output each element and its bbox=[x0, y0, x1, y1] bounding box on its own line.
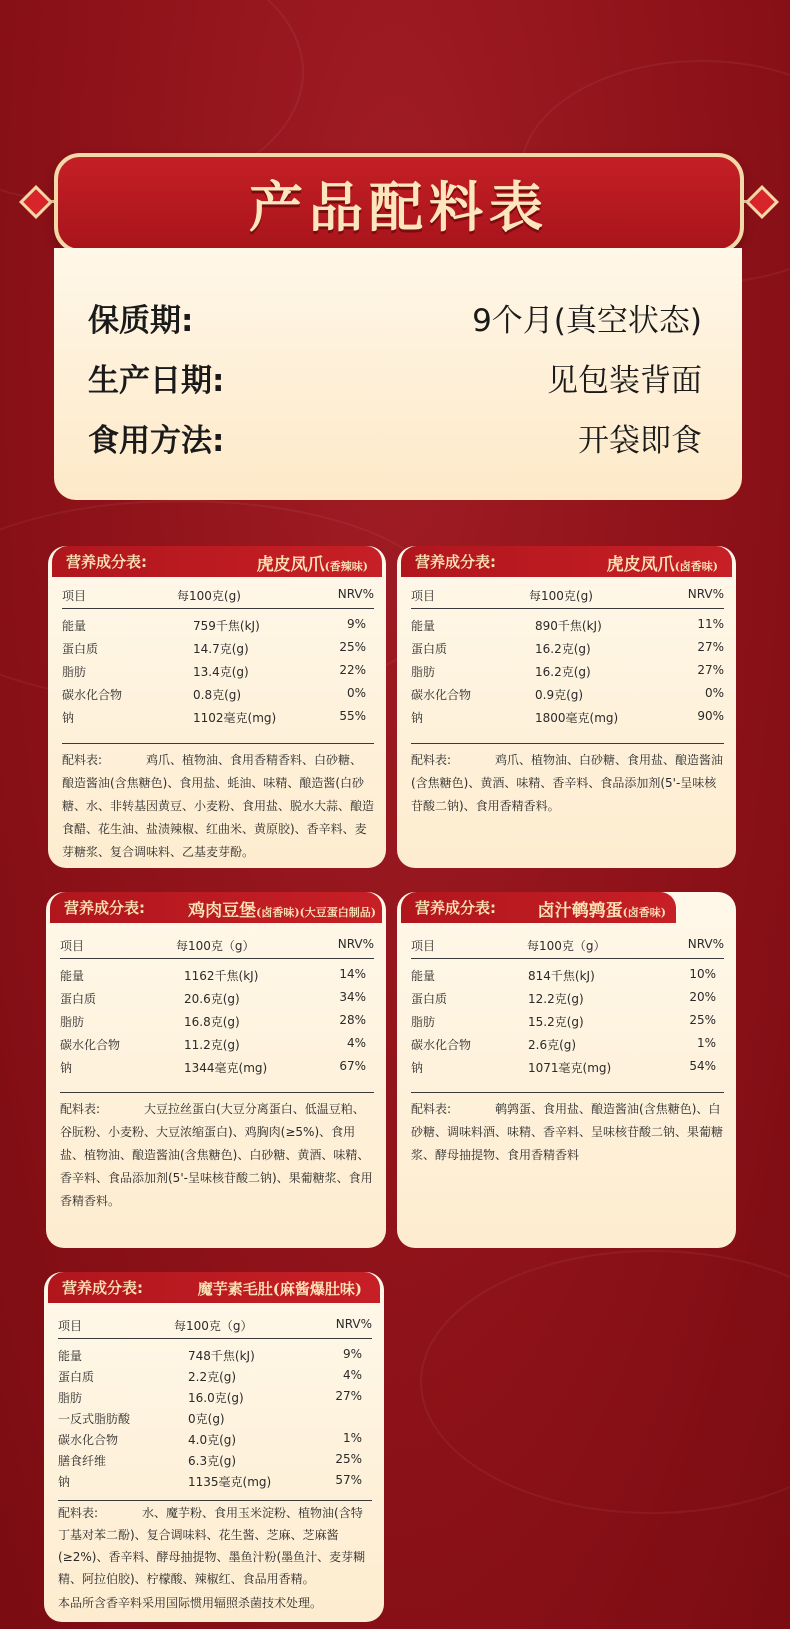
ingredients-text bbox=[411, 749, 724, 818]
cell-nrv: 4% bbox=[346, 1036, 366, 1050]
title-banner bbox=[54, 153, 744, 253]
table-row bbox=[58, 1431, 372, 1449]
cell-item: 脂肪 bbox=[62, 665, 87, 679]
cell-nrv: 25% bbox=[339, 640, 366, 654]
table-row bbox=[62, 617, 374, 635]
table-header-row bbox=[411, 587, 724, 605]
cell-item: 脂肪 bbox=[58, 1391, 83, 1405]
card-header-label: 营养成分表: bbox=[415, 553, 496, 571]
cell-value: 12.2克(g) bbox=[528, 992, 584, 1006]
card-product-name bbox=[198, 1278, 362, 1299]
cell-value: 6.3克(g) bbox=[188, 1454, 237, 1468]
ingredients-list: 大豆拉丝蛋白(大豆分离蛋白、低温豆粕、谷朊粉、小麦粉、大豆浓缩蛋白)、鸡胸肉(≥5%)、食用盐、植物油、酿造酱油(含焦糖色)、白砂糖、黄酒、味精、香辛料、食品添加剂(5'-呈味核苷酸二钠)、果葡糖浆、食用香精香料。 bbox=[60, 1102, 373, 1208]
col-header: 每100克（g） bbox=[174, 1319, 253, 1333]
ingredients-label: 配料表: bbox=[58, 1506, 99, 1520]
cell-value: 759千焦(kJ) bbox=[193, 619, 260, 633]
cell-value: 1800毫克(mg) bbox=[535, 711, 619, 725]
card-header bbox=[50, 892, 382, 923]
cell-nrv: 0% bbox=[346, 686, 366, 700]
cell-item: 能量 bbox=[411, 619, 436, 633]
table-row bbox=[411, 686, 724, 704]
cell-nrv: 27% bbox=[697, 640, 724, 654]
cell-value: 13.4克(g) bbox=[193, 665, 249, 679]
cell-nrv: 54% bbox=[689, 1059, 716, 1073]
col-header: 每100克(g) bbox=[529, 589, 593, 603]
ingredients-label: 配料表: bbox=[62, 753, 103, 767]
table-header-row bbox=[411, 937, 724, 955]
col-header: 每100克（g） bbox=[176, 939, 255, 953]
cell-value: 814千焦(kJ) bbox=[528, 969, 595, 983]
table-rule bbox=[411, 958, 724, 959]
cell-nrv: 27% bbox=[335, 1389, 362, 1403]
table-row bbox=[58, 1389, 372, 1407]
card-header-label: 营养成分表: bbox=[62, 1279, 143, 1297]
product-flavor: (香辣味) bbox=[324, 560, 368, 573]
cell-nrv: 55% bbox=[339, 709, 366, 723]
product-name: 虎皮凤爪 bbox=[256, 555, 325, 575]
cell-nrv: 28% bbox=[339, 1013, 366, 1027]
col-header: 项目 bbox=[60, 939, 85, 953]
product-name: 魔芋素毛肚(麻酱爆肚味) bbox=[197, 1280, 362, 1298]
cell-value: 2.6克(g) bbox=[528, 1038, 577, 1052]
table-row bbox=[58, 1410, 372, 1428]
cell-value: 0.8克(g) bbox=[193, 688, 242, 702]
cell-value: 748千焦(kJ) bbox=[188, 1349, 255, 1363]
card-header bbox=[48, 1272, 380, 1303]
card-product-name bbox=[607, 550, 718, 575]
table-header-row bbox=[58, 1317, 372, 1335]
cell-item: 蛋白质 bbox=[411, 642, 448, 656]
cell-nrv: 20% bbox=[689, 990, 716, 1004]
cell-value: 20.6克(g) bbox=[184, 992, 240, 1006]
table-row bbox=[58, 1347, 372, 1365]
cell-item: 碳水化合物 bbox=[411, 1038, 472, 1052]
ingredients-text bbox=[411, 1098, 724, 1167]
cell-value: 2.2克(g) bbox=[188, 1370, 237, 1384]
table-row bbox=[411, 640, 724, 658]
cell-value: 16.2克(g) bbox=[535, 642, 591, 656]
table-row bbox=[62, 663, 374, 681]
ingredients-text bbox=[60, 1098, 374, 1213]
card-product-name bbox=[188, 896, 376, 921]
cell-value: 890千焦(kJ) bbox=[535, 619, 602, 633]
cell-nrv: 14% bbox=[339, 967, 366, 981]
table-row bbox=[58, 1473, 372, 1491]
cell-item: 钠 bbox=[62, 711, 75, 725]
product-flavor: (卤香味) bbox=[674, 560, 718, 573]
cell-value: 14.7克(g) bbox=[193, 642, 249, 656]
info-row-production-date bbox=[88, 352, 702, 402]
nutrition-card-tiger-skin-chicken-feet-braised bbox=[397, 546, 736, 868]
product-name: 虎皮凤爪 bbox=[606, 555, 675, 575]
table-rule bbox=[411, 1092, 724, 1093]
col-header: NRV% bbox=[687, 937, 724, 951]
cell-value: 0.9克(g) bbox=[535, 688, 584, 702]
table-row bbox=[58, 1452, 372, 1470]
card-header bbox=[401, 546, 732, 577]
cell-item: 碳水化合物 bbox=[58, 1433, 119, 1447]
info-label: 食用方法: bbox=[88, 422, 225, 459]
cell-item: 能量 bbox=[411, 969, 436, 983]
cell-nrv: 9% bbox=[342, 1347, 362, 1361]
cell-item: 蛋白质 bbox=[62, 642, 99, 656]
product-info-panel bbox=[54, 248, 742, 500]
card-header bbox=[52, 546, 382, 577]
col-header: 项目 bbox=[62, 589, 87, 603]
table-rule bbox=[62, 743, 374, 744]
cell-item: 能量 bbox=[62, 619, 87, 633]
col-header: 每100克(g) bbox=[177, 589, 241, 603]
cell-nrv: 34% bbox=[339, 990, 366, 1004]
cell-value: 1162千焦(kJ) bbox=[184, 969, 259, 983]
cell-item: 碳水化合物 bbox=[62, 688, 123, 702]
table-row bbox=[58, 1368, 372, 1386]
cell-item: 能量 bbox=[58, 1349, 83, 1363]
cell-nrv: 90% bbox=[697, 709, 724, 723]
col-header: NRV% bbox=[337, 937, 374, 951]
cell-nrv: 25% bbox=[335, 1452, 362, 1466]
cell-item: 碳水化合物 bbox=[411, 688, 472, 702]
page-title: 产品配料表 bbox=[249, 174, 549, 239]
ingredients-label: 配料表: bbox=[411, 1102, 452, 1116]
table-header-row bbox=[60, 937, 374, 955]
table-row bbox=[62, 686, 374, 704]
cell-item: 蛋白质 bbox=[60, 992, 97, 1006]
nutrition-card-tiger-skin-chicken-feet-spicy bbox=[48, 546, 386, 868]
table-row bbox=[411, 967, 724, 985]
card-header-label: 营养成分表: bbox=[415, 899, 496, 917]
background-swirl bbox=[420, 1250, 790, 1514]
cell-value: 1344毫克(mg) bbox=[184, 1061, 268, 1075]
nutrition-table bbox=[411, 587, 724, 727]
card-header-label: 营养成分表: bbox=[66, 553, 147, 571]
cell-item: 蛋白质 bbox=[58, 1370, 95, 1384]
cell-nrv: 57% bbox=[335, 1473, 362, 1487]
cell-nrv: 22% bbox=[339, 663, 366, 677]
info-label: 保质期: bbox=[88, 302, 194, 339]
nutrition-card-konjac-tripe bbox=[44, 1272, 384, 1622]
table-header-row bbox=[62, 587, 374, 605]
ingredients-text bbox=[58, 1502, 372, 1590]
ingredients-list: 鸡爪、植物油、白砂糖、食用盐、酿造酱油(含焦糖色)、黄酒、味精、香辛料、食品添加剂(5'-呈味核苷酸二钠)、食用香精香料。 bbox=[411, 753, 724, 813]
table-row bbox=[60, 967, 374, 985]
cell-value: 16.0克(g) bbox=[188, 1391, 244, 1405]
cell-nrv: 67% bbox=[339, 1059, 366, 1073]
cell-item: 钠 bbox=[411, 711, 424, 725]
product-flavor: (卤香味)(大豆蛋白制品) bbox=[256, 906, 376, 919]
cell-nrv: 4% bbox=[342, 1368, 362, 1382]
table-row bbox=[411, 709, 724, 727]
cell-item: 蛋白质 bbox=[411, 992, 448, 1006]
cell-nrv: 1% bbox=[342, 1431, 362, 1445]
nutrition-table bbox=[58, 1317, 372, 1502]
ingredients-label: 配料表: bbox=[411, 753, 452, 767]
cell-value: 0克(g) bbox=[188, 1412, 225, 1426]
cell-nrv: 9% bbox=[346, 617, 366, 631]
cell-nrv: 10% bbox=[689, 967, 716, 981]
card-header-label: 营养成分表: bbox=[64, 899, 145, 917]
table-rule bbox=[62, 608, 374, 609]
info-label: 生产日期: bbox=[88, 362, 225, 399]
table-rule bbox=[411, 608, 724, 609]
table-row bbox=[411, 1059, 724, 1077]
col-header: 每100克（g） bbox=[527, 939, 606, 953]
col-header: NRV% bbox=[337, 587, 374, 601]
cell-value: 16.2克(g) bbox=[535, 665, 591, 679]
table-rule bbox=[60, 1092, 374, 1093]
nutrition-table bbox=[62, 587, 374, 727]
cell-item: 脂肪 bbox=[411, 1015, 436, 1029]
cell-value: 1102毫克(mg) bbox=[193, 711, 277, 725]
cell-value: 1135毫克(mg) bbox=[188, 1475, 272, 1489]
table-row bbox=[60, 1013, 374, 1031]
table-row bbox=[60, 1036, 374, 1054]
cell-item: 钠 bbox=[411, 1061, 424, 1075]
col-header: 项目 bbox=[411, 939, 436, 953]
col-header: NRV% bbox=[687, 587, 724, 601]
col-header: 项目 bbox=[411, 589, 436, 603]
cell-item: 钠 bbox=[60, 1061, 73, 1075]
card-product-name bbox=[257, 550, 368, 575]
ingredients-text bbox=[62, 749, 374, 864]
table-rule bbox=[58, 1338, 372, 1339]
cell-item: 一反式脂肪酸 bbox=[58, 1412, 131, 1426]
cell-nrv: 11% bbox=[697, 617, 724, 631]
col-header: 项目 bbox=[58, 1319, 83, 1333]
info-row-usage bbox=[88, 412, 702, 462]
cell-value: 4.0克(g) bbox=[188, 1433, 237, 1447]
card-product-name bbox=[538, 896, 666, 921]
nutrition-table bbox=[411, 937, 724, 1077]
cell-item: 钠 bbox=[58, 1475, 71, 1489]
cell-value: 15.2克(g) bbox=[528, 1015, 584, 1029]
cell-item: 脂肪 bbox=[60, 1015, 85, 1029]
info-value: 9个月(真空状态) bbox=[472, 302, 702, 339]
cell-item: 碳水化合物 bbox=[60, 1038, 121, 1052]
nutrition-card-chicken-soy-burger bbox=[46, 892, 386, 1248]
ingredients-list: 水、魔芋粉、食用玉米淀粉、植物油(含特丁基对苯二酚)、复合调味料、花生酱、芝麻、芝麻酱(≥2%)、香辛料、酵母抽提物、墨鱼汁粉(墨鱼汁、麦芽糊精、阿拉伯胶)、柠檬酸、辣椒红、食品用香精。 bbox=[58, 1506, 366, 1586]
table-row bbox=[411, 663, 724, 681]
irradiation-note: 本品所含香辛料采用国际惯用辐照杀菌技术处理。 bbox=[58, 1596, 323, 1610]
table-row bbox=[60, 990, 374, 1008]
table-row bbox=[60, 1059, 374, 1077]
info-value: 开袋即食 bbox=[578, 422, 702, 459]
cell-item: 能量 bbox=[60, 969, 85, 983]
table-row bbox=[411, 990, 724, 1008]
cell-value: 1071毫克(mg) bbox=[528, 1061, 612, 1075]
cell-item: 脂肪 bbox=[411, 665, 436, 679]
table-rule bbox=[58, 1500, 372, 1501]
ingredients-label: 配料表: bbox=[60, 1102, 101, 1116]
product-name: 鸡肉豆堡 bbox=[188, 901, 257, 921]
cell-nrv: 27% bbox=[697, 663, 724, 677]
card-header bbox=[401, 892, 676, 923]
table-rule bbox=[411, 743, 724, 744]
cell-item: 膳食纤维 bbox=[58, 1454, 107, 1468]
table-row bbox=[62, 640, 374, 658]
nutrition-card-braised-quail-eggs bbox=[397, 892, 736, 1248]
ingredients-list: 鹌鹑蛋、食用盐、酿造酱油(含焦糖色)、白砂糖、调味料酒、味精、香辛料、呈味核苷酸二钠、果葡糖浆、酵母抽提物、食用香精香料 bbox=[411, 1102, 724, 1162]
table-row bbox=[411, 1013, 724, 1031]
cell-nrv: 0% bbox=[704, 686, 724, 700]
table-row bbox=[411, 1036, 724, 1054]
product-name: 卤汁鹌鹑蛋 bbox=[537, 901, 623, 921]
info-value: 见包装背面 bbox=[547, 362, 702, 399]
nutrition-table bbox=[60, 937, 374, 1077]
table-row bbox=[62, 709, 374, 727]
cell-nrv: 25% bbox=[689, 1013, 716, 1027]
table-rule bbox=[60, 958, 374, 959]
info-row-shelf-life bbox=[88, 292, 702, 342]
product-flavor: (卤香味) bbox=[622, 906, 666, 919]
table-row bbox=[411, 617, 724, 635]
cell-value: 11.2克(g) bbox=[184, 1038, 240, 1052]
cell-nrv: 1% bbox=[696, 1036, 716, 1050]
cell-value: 16.8克(g) bbox=[184, 1015, 240, 1029]
col-header: NRV% bbox=[335, 1317, 372, 1331]
ingredients-list: 鸡爪、植物油、食用香精香料、白砂糖、酿造酱油(含焦糖色)、食用盐、蚝油、味精、酿造酱(白砂糖、水、非转基因黄豆、小麦粉、食用盐、脱水大蒜、酿造食醋、花生油、盐渍辣椒、红曲米、黄原胶)、香辛料、麦芽糖浆、复合调味料、乙基麦芽酚。 bbox=[62, 753, 375, 859]
